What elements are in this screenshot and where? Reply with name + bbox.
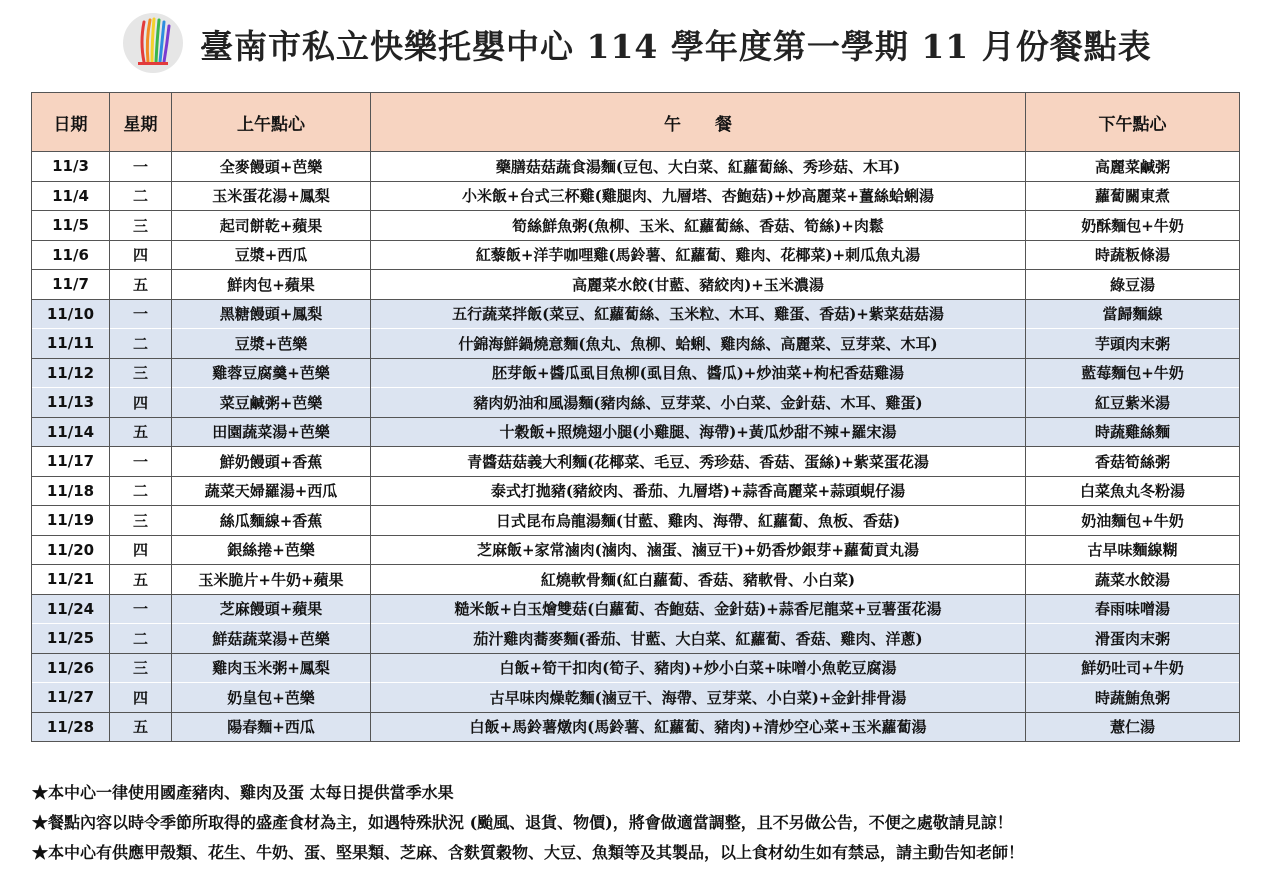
cell-weekday: 五 bbox=[110, 712, 172, 742]
cell-weekday: 四 bbox=[110, 240, 172, 270]
note-allergens: ★本中心有供應甲殼類、花生、牛奶、蛋、堅果類、芝麻、含麩質穀物、大豆、魚類等及其製品，以上食材幼生如有禁忌，請主動告知老師！ bbox=[32, 843, 1025, 862]
cell-morning-snack: 起司餅乾+蘋果 bbox=[172, 211, 371, 241]
cell-weekday: 四 bbox=[110, 535, 172, 565]
cell-lunch: 茄汁雞肉蕎麥麵(番茄、甘藍、大白菜、紅蘿蔔、香菇、雞肉、洋蔥) bbox=[371, 624, 1026, 654]
cell-afternoon-snack: 香菇筍絲粥 bbox=[1026, 447, 1240, 477]
cell-afternoon-snack: 奶油麵包+牛奶 bbox=[1026, 506, 1240, 536]
table-row bbox=[32, 417, 1240, 447]
cell-afternoon-snack: 薏仁湯 bbox=[1026, 712, 1240, 742]
cell-weekday: 一 bbox=[110, 152, 172, 182]
cell-weekday: 二 bbox=[110, 624, 172, 654]
cell-lunch: 糙米飯+白玉燴雙菇(白蘿蔔、杏鮑菇、金針菇)+蒜香尼龍菜+豆薯蛋花湯 bbox=[371, 594, 1026, 624]
note-pork-chicken-egg: ★本中心一律使用國產豬肉、雞肉及蛋 太每日提供當季水果 bbox=[32, 783, 454, 802]
cell-lunch: 日式昆布烏龍湯麵(甘藍、雞肉、海帶、紅蘿蔔、魚板、香菇) bbox=[371, 506, 1026, 536]
cell-afternoon-snack: 高麗菜鹹粥 bbox=[1026, 152, 1240, 182]
header-weekday: 星期 bbox=[110, 93, 172, 152]
table-row bbox=[32, 565, 1240, 595]
cell-afternoon-snack: 蘿蔔關東煮 bbox=[1026, 181, 1240, 211]
header-date: 日期 bbox=[32, 93, 110, 152]
cell-afternoon-snack: 奶酥麵包+牛奶 bbox=[1026, 211, 1240, 241]
cell-morning-snack: 田園蔬菜湯+芭樂 bbox=[172, 417, 371, 447]
cell-morning-snack: 鮮肉包+蘋果 bbox=[172, 270, 371, 300]
cell-afternoon-snack: 滑蛋肉末粥 bbox=[1026, 624, 1240, 654]
cell-lunch: 胚芽飯+醬瓜虱目魚柳(虱目魚、醬瓜)+炒油菜+枸杞香菇雞湯 bbox=[371, 358, 1026, 388]
table-row bbox=[32, 594, 1240, 624]
table-row bbox=[32, 388, 1240, 418]
cell-lunch: 芝麻飯+家常滷肉(滷肉、滷蛋、滷豆干)+奶香炒銀芽+蘿蔔貢丸湯 bbox=[371, 535, 1026, 565]
cell-morning-snack: 蔬菜天婦羅湯+西瓜 bbox=[172, 476, 371, 506]
note-menu-adjustment: ★餐點內容以時令季節所取得的盛產食材為主，如遇特殊狀況 (颱風、退貨、物價)，將會做適當調整，且不另做公告，不便之處敬請見諒！ bbox=[32, 813, 1013, 832]
table-row bbox=[32, 447, 1240, 477]
cell-lunch: 泰式打拋豬(豬絞肉、番茄、九層塔)+蒜香高麗菜+蒜頭蜆仔湯 bbox=[371, 476, 1026, 506]
page-title: 臺南市私立快樂托嬰中心 114 學年度第一學期 11 月份餐點表 bbox=[200, 27, 1152, 66]
cell-date: 11/7 bbox=[32, 270, 110, 300]
cell-weekday: 二 bbox=[110, 329, 172, 359]
cell-afternoon-snack: 當歸麵線 bbox=[1026, 299, 1240, 329]
cell-date: 11/3 bbox=[32, 152, 110, 182]
cell-lunch: 筍絲鮮魚粥(魚柳、玉米、紅蘿蔔絲、香菇、筍絲)+肉鬆 bbox=[371, 211, 1026, 241]
cell-date: 11/4 bbox=[32, 181, 110, 211]
cell-lunch: 五行蔬菜拌飯(菜豆、紅蘿蔔絲、玉米粒、木耳、雞蛋、香菇)+紫菜菇菇湯 bbox=[371, 299, 1026, 329]
cell-afternoon-snack: 蔬菜水餃湯 bbox=[1026, 565, 1240, 595]
cell-weekday: 四 bbox=[110, 388, 172, 418]
cell-afternoon-snack: 藍莓麵包+牛奶 bbox=[1026, 358, 1240, 388]
table-row bbox=[32, 240, 1240, 270]
cell-weekday: 二 bbox=[110, 181, 172, 211]
cell-lunch: 豬肉奶油和風湯麵(豬肉絲、豆芽菜、小白菜、金針菇、木耳、雞蛋) bbox=[371, 388, 1026, 418]
cell-afternoon-snack: 時蔬粄條湯 bbox=[1026, 240, 1240, 270]
cell-morning-snack: 雞肉玉米粥+鳳梨 bbox=[172, 653, 371, 683]
cell-lunch: 白飯+馬鈴薯燉肉(馬鈴薯、紅蘿蔔、豬肉)+清炒空心菜+玉米蘿蔔湯 bbox=[371, 712, 1026, 742]
cell-weekday: 二 bbox=[110, 476, 172, 506]
cell-morning-snack: 菜豆鹹粥+芭樂 bbox=[172, 388, 371, 418]
cell-date: 11/12 bbox=[32, 358, 110, 388]
cell-date: 11/28 bbox=[32, 712, 110, 742]
cell-weekday: 一 bbox=[110, 447, 172, 477]
cell-afternoon-snack: 時蔬雞絲麵 bbox=[1026, 417, 1240, 447]
cell-weekday: 五 bbox=[110, 565, 172, 595]
table-row bbox=[32, 506, 1240, 536]
page-header bbox=[0, 0, 1275, 92]
cell-afternoon-snack: 白菜魚丸冬粉湯 bbox=[1026, 476, 1240, 506]
cell-date: 11/11 bbox=[32, 329, 110, 359]
table-row bbox=[32, 358, 1240, 388]
table-row bbox=[32, 270, 1240, 300]
cell-morning-snack: 銀絲捲+芭樂 bbox=[172, 535, 371, 565]
cell-date: 11/17 bbox=[32, 447, 110, 477]
cell-morning-snack: 芝麻饅頭+蘋果 bbox=[172, 594, 371, 624]
cell-lunch: 十穀飯+照燒翅小腿(小雞腿、海帶)+黃瓜炒甜不辣+羅宋湯 bbox=[371, 417, 1026, 447]
cell-weekday: 一 bbox=[110, 299, 172, 329]
header-morning-snack: 上午點心 bbox=[172, 93, 371, 152]
table-row bbox=[32, 683, 1240, 713]
cell-date: 11/18 bbox=[32, 476, 110, 506]
cell-afternoon-snack: 芋頭肉末粥 bbox=[1026, 329, 1240, 359]
cell-lunch: 白飯+筍干扣肉(筍子、豬肉)+炒小白菜+味噌小魚乾豆腐湯 bbox=[371, 653, 1026, 683]
header-lunch: 午 餐 bbox=[371, 93, 1026, 152]
cell-date: 11/25 bbox=[32, 624, 110, 654]
cell-afternoon-snack: 紅豆紫米湯 bbox=[1026, 388, 1240, 418]
cell-afternoon-snack: 鮮奶吐司+牛奶 bbox=[1026, 653, 1240, 683]
cell-morning-snack: 玉米脆片+牛奶+蘋果 bbox=[172, 565, 371, 595]
table-row bbox=[32, 712, 1240, 742]
cell-morning-snack: 雞蓉豆腐羹+芭樂 bbox=[172, 358, 371, 388]
cell-lunch: 紅藜飯+洋芋咖哩雞(馬鈴薯、紅蘿蔔、雞肉、花椰菜)+刺瓜魚丸湯 bbox=[371, 240, 1026, 270]
cell-weekday: 三 bbox=[110, 653, 172, 683]
cell-lunch: 紅燒軟骨麵(紅白蘿蔔、香菇、豬軟骨、小白菜) bbox=[371, 565, 1026, 595]
cell-date: 11/20 bbox=[32, 535, 110, 565]
cell-date: 11/21 bbox=[32, 565, 110, 595]
cell-weekday: 三 bbox=[110, 211, 172, 241]
cell-morning-snack: 豆漿+芭樂 bbox=[172, 329, 371, 359]
cell-weekday: 一 bbox=[110, 594, 172, 624]
cell-morning-snack: 鮮奶饅頭+香蕉 bbox=[172, 447, 371, 477]
cell-date: 11/5 bbox=[32, 211, 110, 241]
cell-morning-snack: 絲瓜麵線+香蕉 bbox=[172, 506, 371, 536]
cell-lunch: 藥膳菇菇蔬食湯麵(豆包、大白菜、紅蘿蔔絲、秀珍菇、木耳) bbox=[371, 152, 1026, 182]
cell-date: 11/13 bbox=[32, 388, 110, 418]
table-row bbox=[32, 535, 1240, 565]
cell-date: 11/14 bbox=[32, 417, 110, 447]
table-row bbox=[32, 152, 1240, 182]
cell-morning-snack: 全麥饅頭+芭樂 bbox=[172, 152, 371, 182]
cell-weekday: 五 bbox=[110, 417, 172, 447]
cell-morning-snack: 奶皇包+芭樂 bbox=[172, 683, 371, 713]
cell-weekday: 三 bbox=[110, 506, 172, 536]
table-row bbox=[32, 329, 1240, 359]
cell-date: 11/27 bbox=[32, 683, 110, 713]
cell-lunch: 小米飯+台式三杯雞(雞腿肉、九層塔、杏鮑菇)+炒高麗菜+薑絲蛤蜊湯 bbox=[371, 181, 1026, 211]
cell-lunch: 什錦海鮮鍋燒意麵(魚丸、魚柳、蛤蜊、雞肉絲、高麗菜、豆芽菜、木耳) bbox=[371, 329, 1026, 359]
cell-weekday: 五 bbox=[110, 270, 172, 300]
cell-weekday: 三 bbox=[110, 358, 172, 388]
meal-schedule-table bbox=[31, 92, 1240, 742]
cell-morning-snack: 黑糖饅頭+鳳梨 bbox=[172, 299, 371, 329]
cell-morning-snack: 豆漿+西瓜 bbox=[172, 240, 371, 270]
cell-date: 11/26 bbox=[32, 653, 110, 683]
cell-afternoon-snack: 古早味麵線糊 bbox=[1026, 535, 1240, 565]
header-afternoon-snack: 下午點心 bbox=[1026, 93, 1240, 152]
cell-afternoon-snack: 綠豆湯 bbox=[1026, 270, 1240, 300]
table-row bbox=[32, 624, 1240, 654]
table-row bbox=[32, 211, 1240, 241]
cell-afternoon-snack: 時蔬鮪魚粥 bbox=[1026, 683, 1240, 713]
cell-date: 11/19 bbox=[32, 506, 110, 536]
table-header-row bbox=[32, 93, 1240, 152]
cell-weekday: 四 bbox=[110, 683, 172, 713]
rainbow-feather-logo-icon bbox=[122, 12, 184, 74]
table-body bbox=[32, 152, 1240, 742]
cell-lunch: 古早味肉燥乾麵(滷豆干、海帶、豆芽菜、小白菜)+金針排骨湯 bbox=[371, 683, 1026, 713]
cell-afternoon-snack: 春雨味噌湯 bbox=[1026, 594, 1240, 624]
cell-date: 11/10 bbox=[32, 299, 110, 329]
cell-lunch: 高麗菜水餃(甘藍、豬絞肉)+玉米濃湯 bbox=[371, 270, 1026, 300]
table-row bbox=[32, 299, 1240, 329]
cell-morning-snack: 玉米蛋花湯+鳳梨 bbox=[172, 181, 371, 211]
cell-morning-snack: 陽春麵+西瓜 bbox=[172, 712, 371, 742]
cell-morning-snack: 鮮菇蔬菜湯+芭樂 bbox=[172, 624, 371, 654]
cell-date: 11/6 bbox=[32, 240, 110, 270]
cell-lunch: 青醬菇菇義大利麵(花椰菜、毛豆、秀珍菇、香菇、蛋絲)+紫菜蛋花湯 bbox=[371, 447, 1026, 477]
notes-section bbox=[32, 778, 1252, 868]
table-row bbox=[32, 181, 1240, 211]
table-row bbox=[32, 476, 1240, 506]
cell-date: 11/24 bbox=[32, 594, 110, 624]
table-row bbox=[32, 653, 1240, 683]
